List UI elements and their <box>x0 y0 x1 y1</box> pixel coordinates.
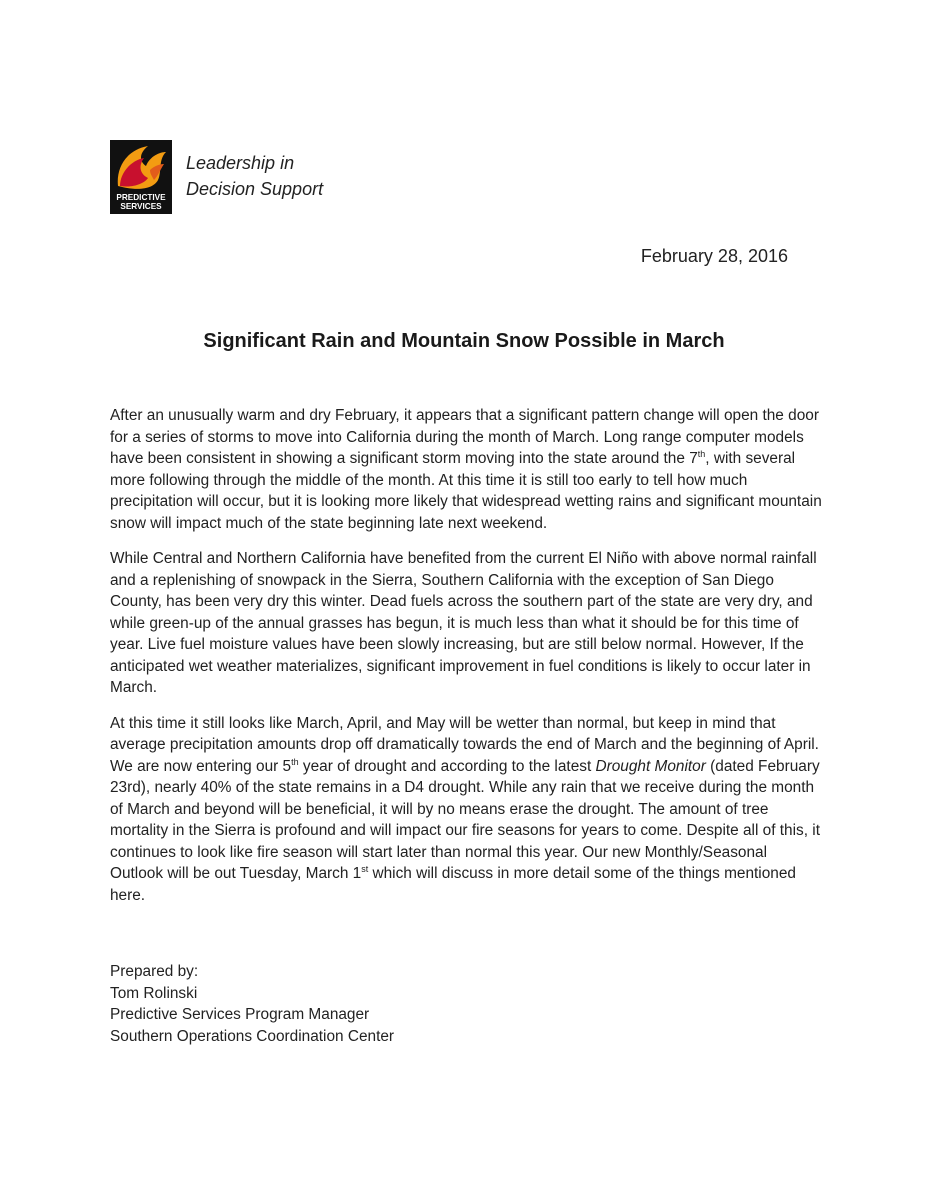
document-date: February 28, 2016 <box>640 246 788 266</box>
logo-text-line2: SERVICES <box>120 202 162 211</box>
author-role: Predictive Services Program Manager <box>110 1006 370 1023</box>
document-body <box>110 405 822 920</box>
paragraph-3-superscript-2: st <box>361 863 369 874</box>
prepared-by-label: Prepared by: <box>110 963 199 980</box>
logo-text-line1: PREDICTIVE <box>116 193 166 202</box>
author-name: Tom Rolinski <box>110 984 198 1002</box>
paragraph-3-superscript-1: th <box>291 756 299 767</box>
flame-logo-icon <box>110 140 172 214</box>
tagline-line1: Leadership in <box>186 153 295 173</box>
predictive-services-logo <box>110 140 172 214</box>
paragraph-3-text-a: At this time it still looks like March, April, and May will be wetter than normal, but keep in mind that average precipitation amounts drop off dramatically towards the end of March and the beginning of April. We are now entering our 5 <box>110 714 819 775</box>
paragraph-3-text-c: (dated February 23rd), nearly 40% of the state remains in a D4 drought. While any rain that we receive during the month of March and beyond will be beneficial, it will by no means erase the drought. The amount of tree mortality in the Sierra is profound and will impact our fire seasons for years to come. Despite all of this, it continues to look like fire season will start later than normal this year. Our new Monthly/Seasonal Outlook will be out Tuesday, March 1 <box>110 757 820 882</box>
tagline <box>186 150 323 202</box>
paragraph-3 <box>110 713 822 907</box>
drought-monitor-title: Drought Monitor <box>595 757 706 775</box>
paragraph-2: While Central and Northern California have benefited from the current El Niño with above normal rainfall and a replenishing of snowpack in the Sierra, Southern California with the exception of San Diego County, has been very dry this winter. Dead fuels across the southern part of the state are very dry, and while green-up of the annual grasses has begun, it is much less than what it should be for this time of year. Live fuel moisture values have been slowly increasing, but are still below normal. However, If the anticipated wet weather materializes, significant improvement in fuel conditions is likely to occur later in March. <box>110 550 817 696</box>
paragraph-1-superscript: th <box>697 448 706 459</box>
paragraph-1-text-a: After an unusually warm and dry February, it appears that a significant pattern change will open the door for a series of storms to move into California during the month of March. Long range computer models have been consistent in showing a significant storm moving into the state around the 7 <box>110 407 819 467</box>
paragraph-1 <box>110 405 822 534</box>
signoff-block <box>110 961 394 1047</box>
paragraph-3-text-b: year of drought and according to the latest <box>298 757 596 775</box>
author-organization: Southern Operations Coordination Center <box>110 1027 395 1045</box>
paragraph-1-text-b: , with several more following through the middle of the month. At this time it is still too early to tell how much precipitation will occur, but it is looking more likely that widespread wetting rains and significant mountain snow will impact much of the state beginning late next weekend. <box>110 450 822 532</box>
tagline-line2: Decision Support <box>186 179 324 199</box>
paragraph-3-text-d: which will discuss in more detail some of the things mentioned here. <box>110 865 796 904</box>
document-title: Significant Rain and Mountain Snow Possible in March <box>203 330 725 352</box>
